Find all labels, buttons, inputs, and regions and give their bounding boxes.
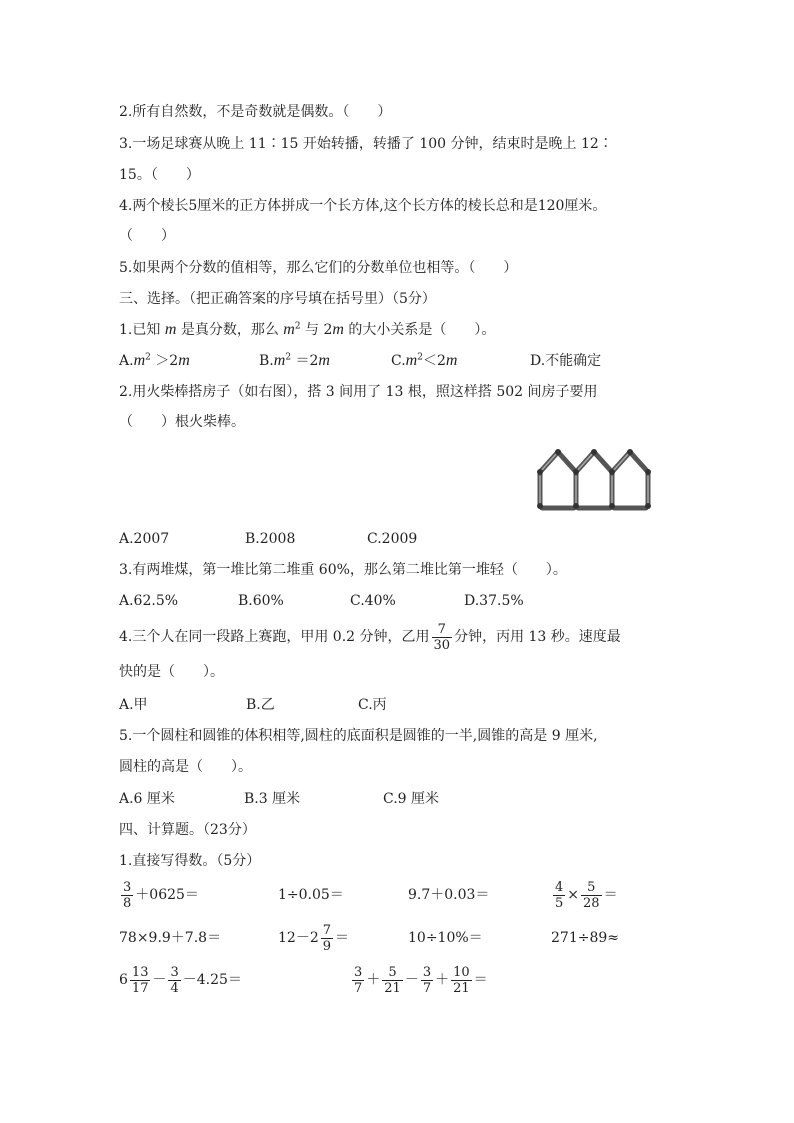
section-header-calc: 四、计算题。（23分） xyxy=(119,822,256,838)
calc-expr-10: $\frac{3}{7}$ ＋ $\frac{5}{21}$ － $\frac{3}{7}$ ＋ $\frac{10}{21}$ ＝ xyxy=(354,964,488,996)
calc-expr-7: 10÷10%＝ xyxy=(408,930,483,946)
choice-2-option-c: C.2009 xyxy=(367,531,418,547)
calc-subheader-1: 1.直接写得数。（5分） xyxy=(119,853,261,869)
tf-question-4: 4.两个棱长5厘米的正方体拼成一个长方体,这个长方体的棱长总和是120厘米。 xyxy=(119,198,607,214)
choice-5-option-a: A.6 厘米 xyxy=(119,791,175,807)
calc-expr-6: 12－2 $\frac{7}{9}$ ＝ xyxy=(278,922,350,954)
tf-question-5: 5.如果两个分数的值相等，那么它们的分数单位也相等。（ ） xyxy=(119,260,518,276)
calc-expr-5: 78×9.9＋7.8＝ xyxy=(119,930,222,946)
choice-1-option-a: $A.m^2 >2m$ xyxy=(119,352,190,369)
choice-3-option-c: C.40% xyxy=(350,593,396,609)
choice-3-option-a: A.62.5% xyxy=(119,593,179,609)
choice-4-option-a: A.甲 xyxy=(119,697,148,713)
calc-expr-1: $\frac{3}{8}$ ＋0625＝ xyxy=(123,879,199,911)
choice-question-4: 4.三个人在同一段路上赛跑，甲用 0.2 分钟，乙用 $\frac{7}{30}$ 分钟，丙用 13 秒。速度最 xyxy=(119,621,621,653)
calc-expr-9: 6 $\frac{13}{17}$ － $\frac{3}{4}$ －4.25＝ xyxy=(119,964,242,996)
choice-question-2: 2.用火柴棒搭房子（如右图），搭 3 间用了 13 根，照这样搭 502 间房子要用 xyxy=(119,384,598,400)
tf-question-3: 3.一场足球赛从晚上 11∶15 开始转播，转播了 100 分钟，结束时是晚上 12∶ xyxy=(119,136,613,152)
choice-question-4-cont: 快的是（ ）。 xyxy=(119,664,224,680)
calc-expr-3: 9.7＋0.03＝ xyxy=(408,887,490,903)
choice-question-1: 1.已知 m 是真分数，那么 $m^2$ 与 2m 的大小关系是（ ）。 xyxy=(119,321,496,338)
tf-question-3-cont: 15。（ ） xyxy=(119,167,200,183)
choice-3-option-b: B.60% xyxy=(238,593,284,609)
choice-1-option-c: $C.m^2<2m$ xyxy=(391,352,458,369)
choice-5-option-b: B.3 厘米 xyxy=(244,791,301,807)
choice-1-option-b: $B.m^2 =2m$ xyxy=(259,352,330,369)
choice-5-option-c: C.9 厘米 xyxy=(383,791,440,807)
calc-expr-2: 1÷0.05＝ xyxy=(278,887,344,903)
choice-question-5: 5.一个圆柱和圆锥的体积相等,圆柱的底面积是圆锥的一半,圆锥的高是 9 厘米, xyxy=(119,728,598,744)
calc-expr-8: 271÷89≈ xyxy=(551,930,619,946)
choice-3-option-d: D.37.5% xyxy=(464,593,524,609)
choice-question-3: 3.有两堆煤，第一堆比第二堆重 60%，那么第二堆比第一堆轻（ ）。 xyxy=(119,562,567,578)
tf-question-2: 2.所有自然数，不是奇数就是偶数。（ ） xyxy=(119,104,392,120)
choice-4-option-b: B.乙 xyxy=(246,697,275,713)
section-header-choice: 三、选择。（把正确答案的序号填在括号里）（5分） xyxy=(119,291,436,307)
choice-2-option-b: B.2008 xyxy=(245,531,296,547)
choice-2-option-a: A.2007 xyxy=(119,531,170,547)
choice-question-5-cont: 圆柱的高是（ ）。 xyxy=(119,759,252,775)
calc-expr-4: $\frac{4}{5}$ × $\frac{5}{28}$ ＝ xyxy=(555,879,618,911)
choice-4-option-c: C.丙 xyxy=(358,697,387,713)
choice-question-2-cont: （ ）根火柴棒。 xyxy=(119,414,245,430)
choice-1-option-d: D.不能确定 xyxy=(530,353,602,369)
matchstick-houses-figure xyxy=(530,448,678,516)
tf-question-4-cont: （ ） xyxy=(119,228,175,244)
